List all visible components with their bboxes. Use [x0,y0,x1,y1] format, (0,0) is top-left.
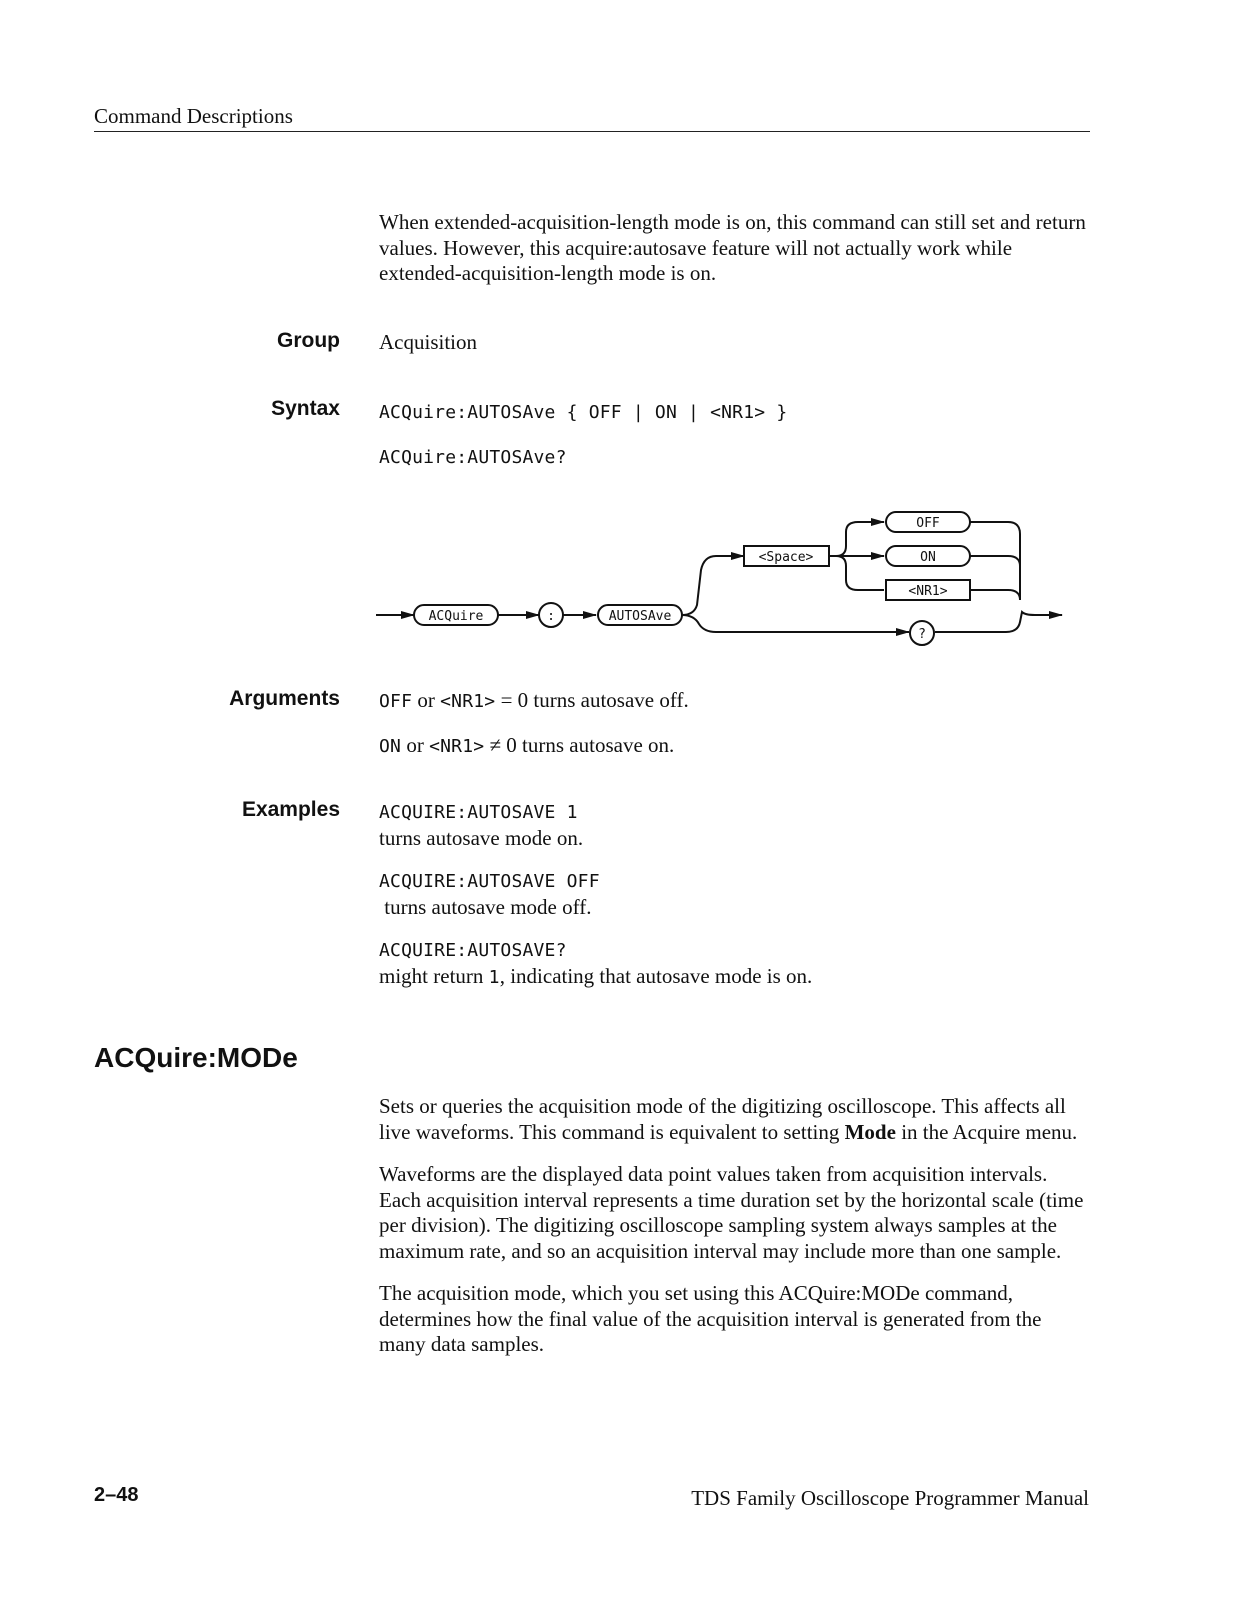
argument-on [379,733,1089,760]
arguments-label: Arguments [229,687,340,710]
diagram-space-label: <Space> [758,550,814,565]
arg-on-desc: 0 turns autosave on. [506,732,675,757]
syntax-line-query: ACQuire:AUTOSAve? [379,446,567,468]
arg-off-or: or [412,688,441,712]
arg-off-code: OFF [379,691,413,712]
arg-off-nr1: <NR1> [440,691,496,712]
group-value: Acquisition [379,330,477,354]
syntax-diagram [0,0,1237,680]
manual-title: TDS Family Oscilloscope Programmer Manual [691,1486,1089,1510]
example-code: ACQUIRE:AUTOSAVE 1 [379,802,578,823]
diagram-off-label: OFF [916,516,940,531]
mode-para-1 [379,1094,1089,1145]
mode-para-1-b: in the Acquire menu. [895,1119,1078,1144]
running-header: Command Descriptions [94,104,293,128]
page-number: 2–48 [94,1484,139,1506]
example-desc-a: might return [379,963,489,988]
mode-para-1-a: Sets or queries the acquisition mode of the digitizing oscilloscope. This affects all live waveforms. This command is equivalent to setting [379,1094,1066,1144]
example-code: ACQUIRE:AUTOSAVE? [379,940,567,961]
mode-para-2: Waveforms are the displayed data point values taken from acquisition intervals. Each acquisition interval represents a time duration set by the horizontal scale (time per division). The digitizing oscilloscope sampling system always samples at the maximum rate, and so an acquisition interval may include more than one sample. [379,1162,1084,1263]
arg-on-neq: ≠ [484,732,507,757]
diagram-colon-label: : [547,609,555,624]
example-item [379,938,1089,990]
example-desc [379,964,1089,991]
example-code: ACQUIRE:AUTOSAVE OFF [379,871,600,892]
arg-on-nr1: <NR1> [429,735,485,757]
example-desc: turns autosave mode off. [379,894,592,919]
section-title: ACQuire:MODe [94,1042,298,1073]
arguments-block [379,688,1089,759]
arg-on-code: ON [379,735,402,757]
diagram-autosave-label: AUTOSAve [608,609,672,624]
example-desc-code: 1 [488,966,500,988]
arg-off-desc: = 0 turns autosave off. [495,688,689,712]
mode-section-body [379,1094,1089,1358]
examples-block [379,800,1089,990]
mode-para-1-bold: Mode [844,1119,896,1144]
diagram-nr1-label: <NR1> [908,584,948,599]
example-item [379,869,1089,920]
mode-para-3: The acquisition mode, which you set using this ACQuire:MODe command, determines how the final value of the acquisition interval is generated from the many data samples. [379,1281,1042,1356]
argument-off [379,688,1089,715]
example-desc-b: , indicating that autosave mode is on. [499,963,813,988]
diagram-on-label: ON [920,550,936,565]
intro-text: When extended-acquisition-length mode is on, this command can still set and return values. However, this acquire:autosave feature will not actually work while extended-acquisition-length mode is on. [379,210,1086,285]
arg-on-or: or [401,732,430,757]
group-label: Group [277,329,340,352]
syntax-label: Syntax [271,397,340,420]
example-item [379,800,1089,851]
examples-label: Examples [241,798,340,821]
example-desc: turns autosave mode on. [379,825,584,850]
diagram-query-label: ? [918,627,926,642]
diagram-acquire-label: ACQuire [428,609,484,624]
syntax-line-set: ACQuire:AUTOSAve { OFF | ON | <NR1> } [379,402,788,423]
